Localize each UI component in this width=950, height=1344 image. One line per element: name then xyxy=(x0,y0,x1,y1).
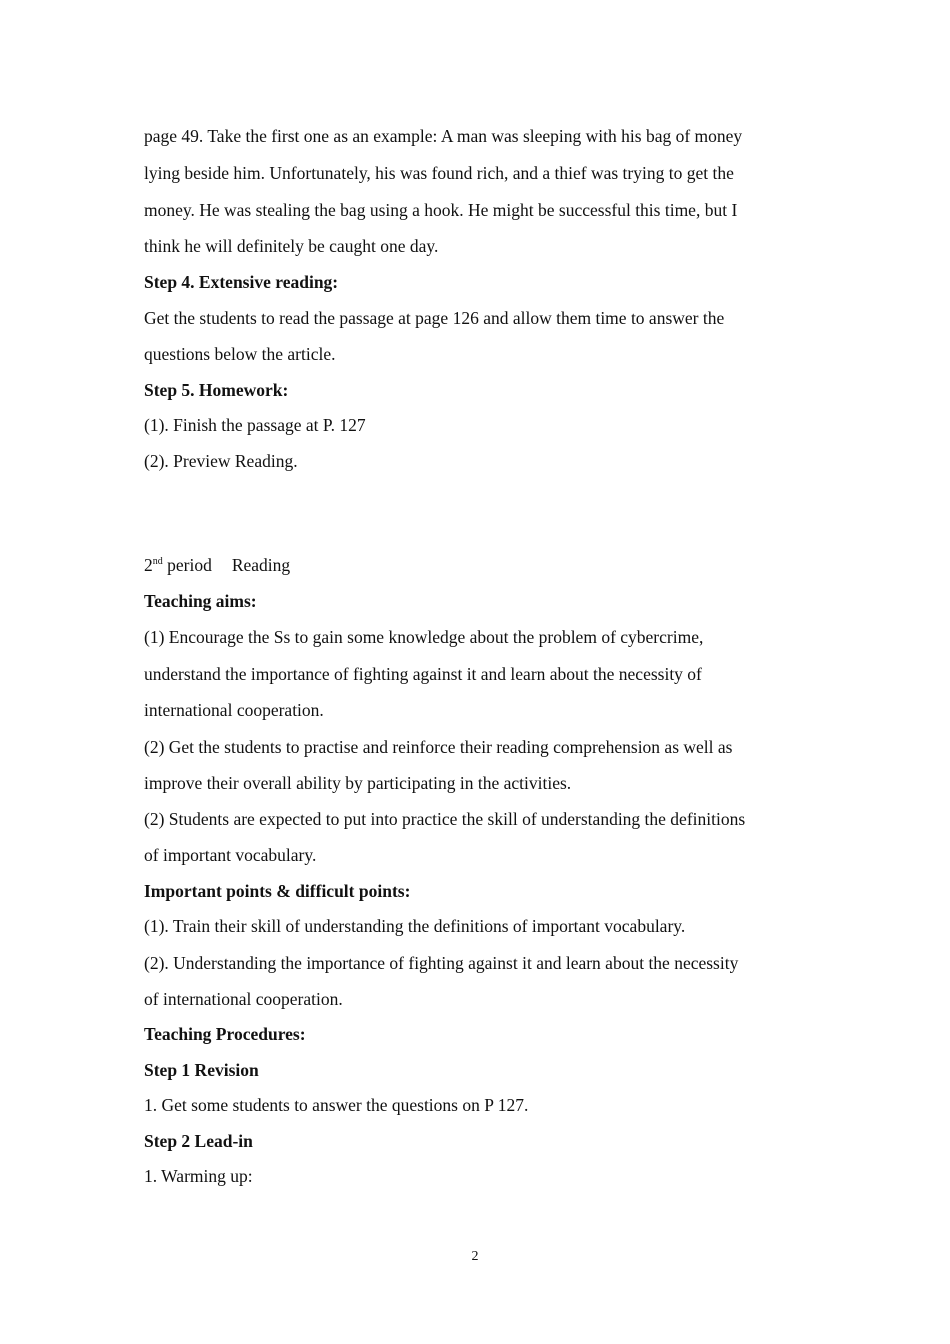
important-points-heading: Important points & difficult points: xyxy=(144,880,411,901)
paragraph-line: international cooperation. xyxy=(144,700,324,720)
step4-heading: Step 4. Extensive reading: xyxy=(144,271,339,292)
paragraph-line: (1). Train their skill of understanding the definitions of important vocabulary. xyxy=(144,916,686,936)
paragraph-line: 1. Get some students to answer the questions on P 127. xyxy=(144,1095,529,1115)
period-number: 2 xyxy=(144,555,153,575)
period-label: period xyxy=(167,555,212,575)
step1-heading: Step 1 Revision xyxy=(144,1059,259,1080)
paragraph-line: page 49. Take the first one as an example: A man was sleeping with his bag of money xyxy=(144,126,743,146)
step5-heading: Step 5. Homework: xyxy=(144,379,289,400)
paragraph-line: understand the importance of fighting against it and learn about the necessity of xyxy=(144,664,702,684)
paragraph-line: (2) Students are expected to put into practice the skill of understanding the definitions xyxy=(144,809,746,829)
teaching-procedures-heading: Teaching Procedures: xyxy=(144,1024,306,1044)
paragraph-line: money. He was stealing the bag using a hook. He might be successful this time, but I xyxy=(144,200,738,220)
paragraph-line: (1) Encourage the Ss to gain some knowledge about the problem of cybercrime, xyxy=(144,627,704,647)
period-title xyxy=(144,548,824,584)
page-number: 2 xyxy=(471,1249,479,1264)
paragraph-line: lying beside him. Unfortunately, his was found rich, and a thief was trying to get the xyxy=(144,163,734,183)
period-suffix: nd xyxy=(152,556,163,567)
paragraph-line: Get the students to read the passage at page 126 and allow them time to answer the xyxy=(144,308,725,328)
paragraph-line: 1. Warming up: xyxy=(144,1166,253,1186)
paragraph-line: (2) Get the students to practise and reinforce their reading comprehension as well as xyxy=(144,736,733,757)
paragraph-line: questions below the article. xyxy=(144,344,336,364)
paragraph-line: (2). Understanding the importance of fighting against it and learn about the necessity xyxy=(144,952,739,973)
teaching-aims-heading: Teaching aims: xyxy=(144,590,257,611)
homework-item: (2). Preview Reading. xyxy=(144,450,298,471)
paragraph-line: of important vocabulary. xyxy=(144,845,317,865)
document-page xyxy=(144,118,824,1195)
paragraph-line: think he will definitely be caught one day. xyxy=(144,236,439,256)
paragraph-line: of international cooperation. xyxy=(144,988,343,1009)
section-gap xyxy=(144,479,824,548)
step2-heading: Step 2 Lead-in xyxy=(144,1130,253,1151)
homework-item: (1). Finish the passage at P. 127 xyxy=(144,415,366,435)
period-topic: Reading xyxy=(231,555,291,575)
paragraph-line: improve their overall ability by participating in the activities. xyxy=(144,772,572,793)
